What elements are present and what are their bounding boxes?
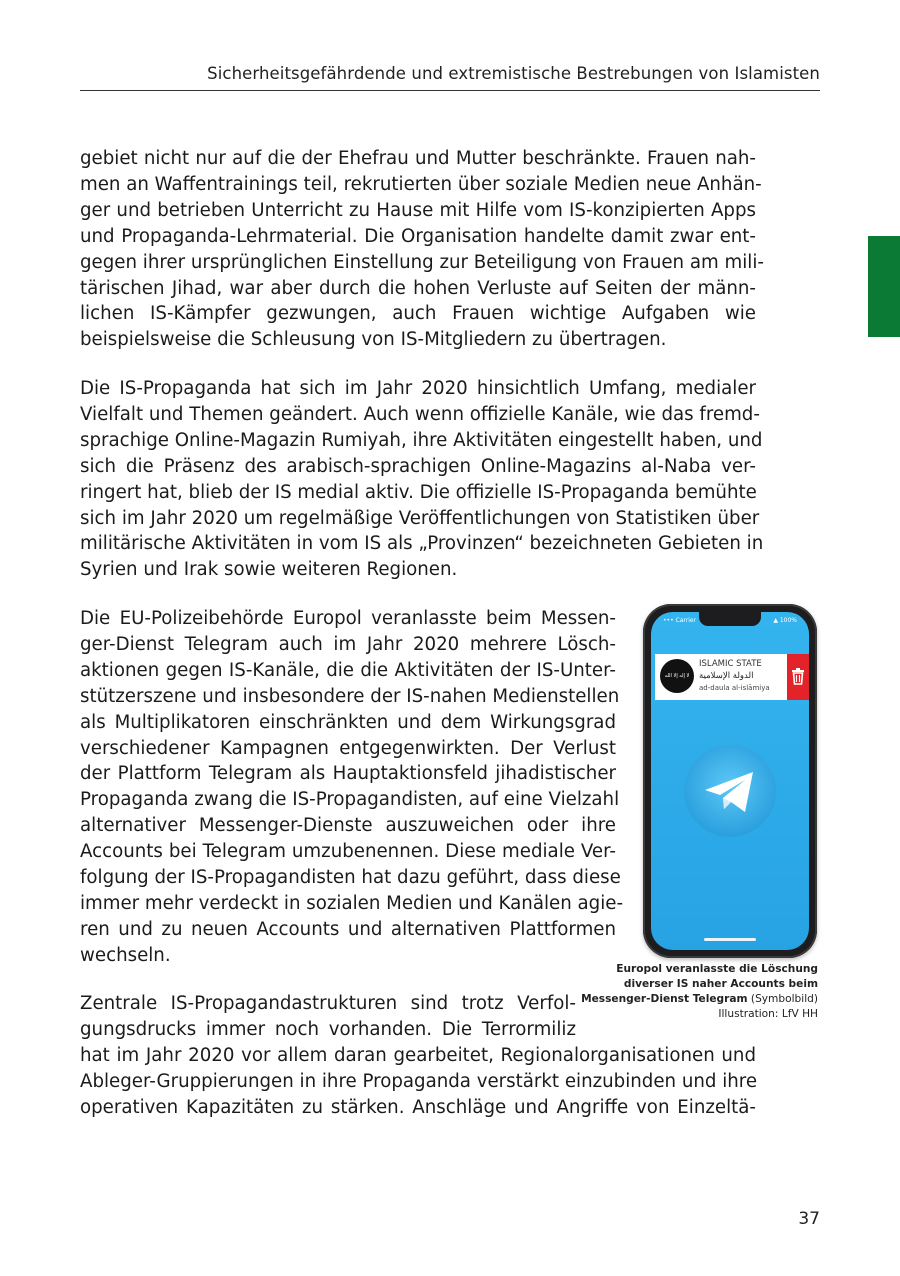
text-line: und Propaganda-Lehrmaterial. Die Organisation handelte damit zwar ent- bbox=[80, 225, 756, 247]
text-line: lichen IS-Kämpfer gezwungen, auch Frauen wichtige Aufgaben wie bbox=[80, 303, 756, 325]
text-line: Die IS-Propaganda hat sich im Jahr 2020 hinsichtlich Umfang, medialer bbox=[80, 378, 756, 399]
text-line: immer mehr verdeckt in sozialen Medien und Kanälen agie- bbox=[80, 892, 624, 914]
text-line: sich im Jahr 2020 um regelmäßige Veröffentlichungen von Statistiken über bbox=[80, 507, 760, 529]
phone-notch bbox=[699, 612, 761, 626]
text-line: sich die Präsenz des arabisch-sprachigen Online-Magazins al-Naba ver- bbox=[80, 455, 756, 477]
text-line: ringert hat, blieb der IS medial aktiv. Die offizielle IS-Propaganda bemühte bbox=[80, 481, 757, 503]
text-line: militärische Aktivitäten in vom IS als „Provinzen“ bezeichneten Gebieten in bbox=[80, 533, 764, 555]
text-line: folgung der IS-Propagandisten hat dazu geführt, dass diese bbox=[80, 867, 621, 889]
text-line: ger und betrieben Unterricht zu Hause mit Hilfe vom IS-konzipierten Apps bbox=[80, 199, 756, 221]
text-line: als Multiplikatoren einschränkten und dem Wirkungsgrad bbox=[80, 711, 616, 733]
header-rule bbox=[80, 90, 820, 91]
banner-title: ISLAMIC STATE bbox=[699, 659, 762, 669]
text-line: Syrien und Irak sowie weiteren Regionen. bbox=[80, 559, 458, 581]
caption-normal: (Symbolbild) bbox=[747, 993, 818, 1005]
text-line: gebiet nicht nur auf die der Ehefrau und Mutter beschränkte. Frauen nah- bbox=[80, 148, 756, 169]
text-line: ren und zu neuen Accounts und alternativen Plattformen bbox=[80, 918, 616, 940]
text-line: verschiedener Kampagnen entgegenwirkten. Der Verlust bbox=[80, 737, 616, 759]
text-line: aktionen gegen IS-Kanäle, die die Aktivitäten der IS-Unter- bbox=[80, 659, 616, 681]
text-line: hat im Jahr 2020 vor allem daran gearbeitet, Regionalorganisationen und bbox=[80, 1044, 756, 1066]
chapter-tab-marker bbox=[868, 236, 900, 337]
text-line: gegen ihrer ursprünglichen Einstellung zur Beteiligung von Frauen am mili- bbox=[80, 251, 764, 273]
is-account-banner bbox=[655, 654, 787, 700]
battery-label: ▲ 100% bbox=[773, 617, 797, 624]
text-line: operativen Kapazitäten zu stärken. Anschläge und Angriffe von Einzeltä- bbox=[80, 1096, 756, 1118]
text-line: Ableger-Gruppierungen in ihre Propaganda verstärkt einzubinden und ihre bbox=[80, 1070, 758, 1092]
text-line: alternativer Messenger-Dienste auszuweichen oder ihre bbox=[80, 815, 616, 837]
paragraph-3 bbox=[80, 606, 624, 969]
text-line: wechseln. bbox=[80, 944, 171, 966]
phone-illustration bbox=[643, 604, 817, 958]
paragraph-2 bbox=[80, 376, 764, 583]
text-line: Vielfalt und Themen geändert. Auch wenn offizielle Kanäle, wie das fremd- bbox=[80, 403, 760, 425]
text-line: der Plattform Telegram als Hauptaktionsfeld jihadistischer bbox=[80, 763, 616, 785]
text-line: men an Waffentrainings teil, rekrutierten über soziale Medien neue Anhän- bbox=[80, 173, 762, 195]
text-line: Die EU-Polizeibehörde Europol veranlasste beim Messen- bbox=[80, 608, 616, 629]
paragraph-4 bbox=[80, 991, 756, 1121]
running-header: Sicherheitsgefährdende und extremistische Bestrebungen von Islamisten bbox=[207, 64, 820, 83]
text-line: gungsdrucks immer noch vorhanden. Die Terrormiliz bbox=[80, 1018, 576, 1040]
home-indicator bbox=[704, 938, 756, 941]
text-line: stützerszene und insbesondere der IS-nahen Medienstellen bbox=[80, 685, 620, 707]
text-line: sprachige Online-Magazin Rumiyah, ihre Aktivitäten eingestellt haben, und bbox=[80, 429, 763, 451]
caption-credit: Illustration: LfV HH bbox=[718, 1008, 818, 1020]
text-line: Propaganda zwang die IS-Propagandisten, auf eine Vielzahl bbox=[80, 789, 620, 811]
text-line: Zentrale IS-Propagandastrukturen sind trotz Verfol- bbox=[80, 993, 576, 1014]
text-line: Accounts bei Telegram umzubenennen. Diese mediale Ver- bbox=[80, 841, 616, 863]
page-number: 37 bbox=[798, 1209, 820, 1229]
carrier-label: ••• Carrier bbox=[663, 617, 697, 624]
banner-arabic: الدولة الإسلامية bbox=[699, 671, 754, 681]
telegram-logo-icon bbox=[683, 744, 777, 838]
banner-transliteration: ad-daula al-islāmiya bbox=[699, 684, 770, 692]
delete-button bbox=[787, 654, 809, 700]
trash-icon bbox=[791, 668, 805, 685]
phone-screen bbox=[651, 612, 809, 950]
paragraph-1 bbox=[80, 146, 764, 353]
text-line: beispielsweise die Schleusung von IS-Mitgliedern zu übertragen. bbox=[80, 329, 667, 351]
text-line: tärischen Jihad, war aber durch die hohen Verluste auf Seiten der männ- bbox=[80, 277, 756, 299]
is-flag-logo: لا إله إلا الله bbox=[660, 659, 694, 693]
text-line: ger-Dienst Telegram auch im Jahr 2020 mehrere Lösch- bbox=[80, 633, 616, 655]
caption-bold: Europol veranlasste die Löschung diverser IS naher Accounts beim Messenger-Dienst Telegram bbox=[581, 963, 818, 1005]
